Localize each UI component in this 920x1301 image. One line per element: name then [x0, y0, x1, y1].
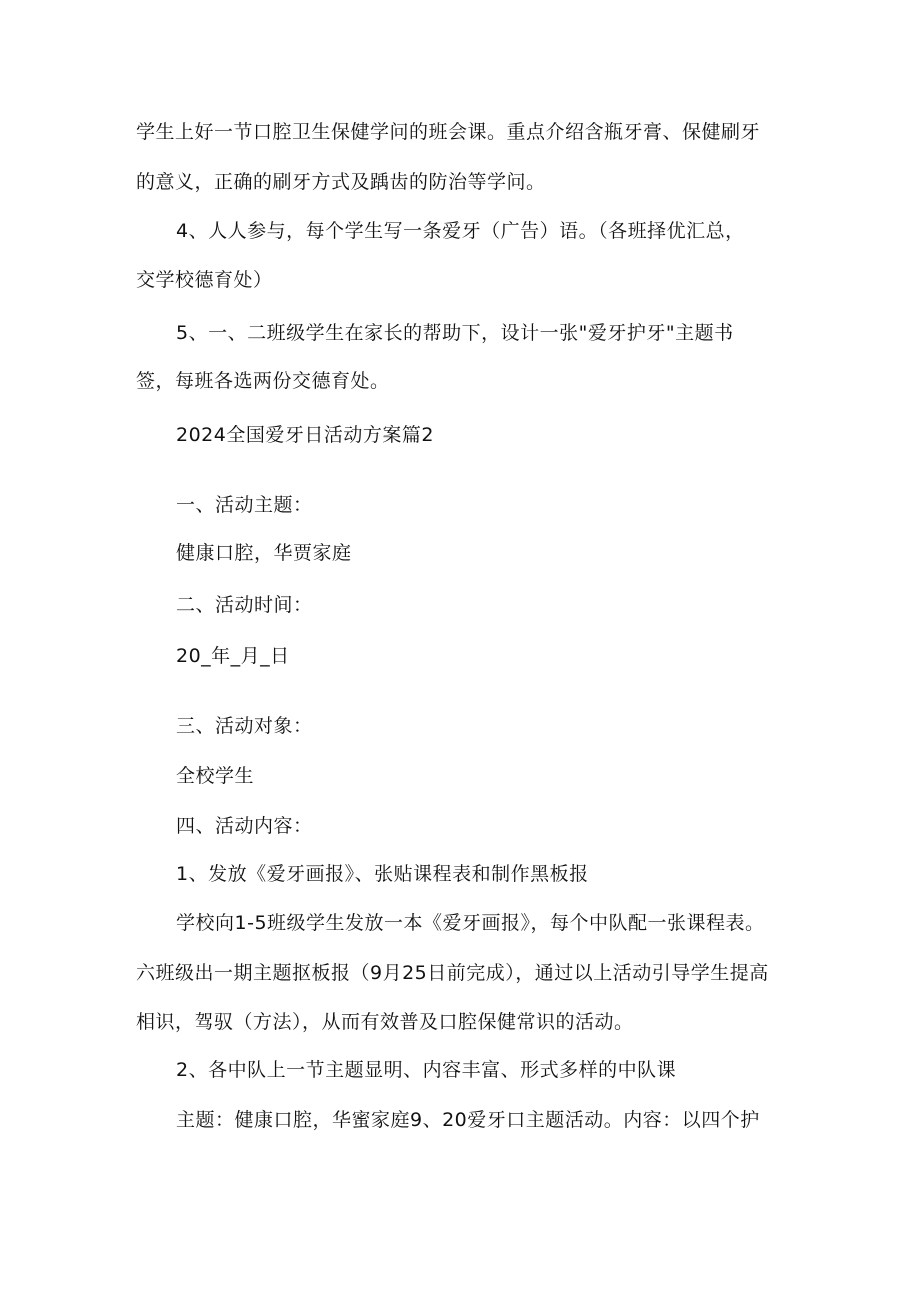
paragraph-line: 交学校德育处）	[136, 269, 273, 291]
paragraph-line: 二、活动时间：	[176, 594, 313, 616]
paragraph-line: 1、发放《爱牙画报》、张贴课程表和制作黑板报	[176, 863, 589, 885]
paragraph-line: 4、人人参与，每个学生写一条爱牙（广告）语。（各班择优汇总，	[176, 220, 745, 242]
paragraph-line: 2、各中队上一节主题显明、内容丰富、形式多样的中队课	[176, 1059, 677, 1081]
paragraph-line: 签，每班各选两份交德育处。	[136, 370, 390, 392]
paragraph-line: 5、一、二班级学生在家长的帮助下，设计一张"爱牙护牙"主题书	[176, 322, 734, 344]
paragraph-line: 20_年_月_日	[176, 645, 290, 667]
section-heading: 2024全国爱牙日活动方案篇2	[176, 424, 434, 446]
paragraph-line: 的意义，正确的刷牙方式及踽齿的防治等学问。	[136, 171, 546, 193]
paragraph-line: 三、活动对象：	[176, 715, 313, 737]
paragraph-line: 全校学生	[176, 765, 255, 787]
paragraph-line: 学生上好一节口腔卫生保健学问的班会课。重点介绍含瓶牙膏、保健刷牙	[136, 121, 761, 143]
paragraph-line: 主题：健康口腔，华蜜家庭9、20爱牙口主题活动。内容：以四个护	[176, 1109, 760, 1131]
paragraph-line: 四、活动内容：	[176, 815, 313, 837]
paragraph-line: 健康口腔，华贾家庭	[176, 542, 352, 564]
paragraph-line: 相识，驾驭（方法），从而有效普及口腔保健常识的活动。	[136, 1011, 634, 1033]
paragraph-line: 一、活动主题：	[176, 494, 313, 516]
paragraph-line: 学校向1-5班级学生发放一本《爱牙画报》，每个中队配一张课程表。	[176, 912, 765, 934]
paragraph-line: 六班级出一期主题抠板报（9月25日前完成），通过以上活动引导学生提高	[136, 962, 769, 984]
